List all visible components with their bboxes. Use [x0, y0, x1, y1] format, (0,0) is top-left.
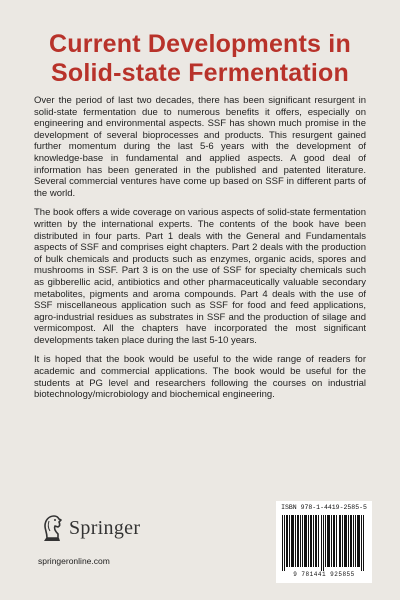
barcode-bars: [282, 515, 366, 571]
paragraph-1: Over the period of last two decades, there has been significant resurgent in solid-state fermentation due to numerous benefits it offers, especially on engineering and environmental aspects. SSF has shown much promise in the development of several bioprocesses and products. This resurgent gained further momentum during the last 5-6 years with the development of knowledge-base in fundamental and applied aspects. A good deal of information has been generated in the published and patented literature. Several commercial ventures have come up based on SSF in different parts of the world.: [34, 95, 366, 199]
publisher-name: Springer: [69, 516, 141, 539]
back-cover-description: [34, 95, 366, 409]
paragraph-2: The book offers a wide coverage on various aspects of solid-state fermentation written by the international experts. The contents of the book have been distributed in four parts. Part 1 deals with the General and Fundamentals aspects of SSF and comprises eight chapters. Part 2 deals with the production of bulk chemicals and products such as enzymes, organic acids, spores and mushrooms in SSF. Part 3 is on the use of SSF for specialty chemicals such as gibberellic acid, antibiotics and other pharmaceutically valuable secondary metabolites, pigments and aroma compounds. Part 4 deals with the use of SSF miscellaneous application such as SSF for food and feed applications, agro-industrial residues as substrates in SSF and the production of silage and vermicompost. All the chapters have incorporated the most significant developments taken place during the last 5-10 years.: [34, 207, 366, 346]
springer-knight-icon: [38, 513, 66, 543]
barcode-digits: 9 781441 925855: [293, 571, 355, 578]
book-title: [0, 30, 400, 88]
title-line-1: Current Developments in: [49, 30, 351, 58]
publisher-website[interactable]: springeronline.com: [38, 556, 110, 566]
title-line-2: Solid-state Fermentation: [51, 59, 349, 87]
isbn-number: ISBN 978-1-4419-2585-5: [281, 504, 367, 511]
isbn-barcode: [276, 501, 372, 583]
publisher-logo: [38, 513, 140, 543]
paragraph-3: It is hoped that the book would be useful to the wide range of readers for academic and commercial applications. The book would be useful for the students at PG level and researchers following the courses on industrial biotechnology/microbiology and biochemical engineering.: [34, 354, 366, 401]
